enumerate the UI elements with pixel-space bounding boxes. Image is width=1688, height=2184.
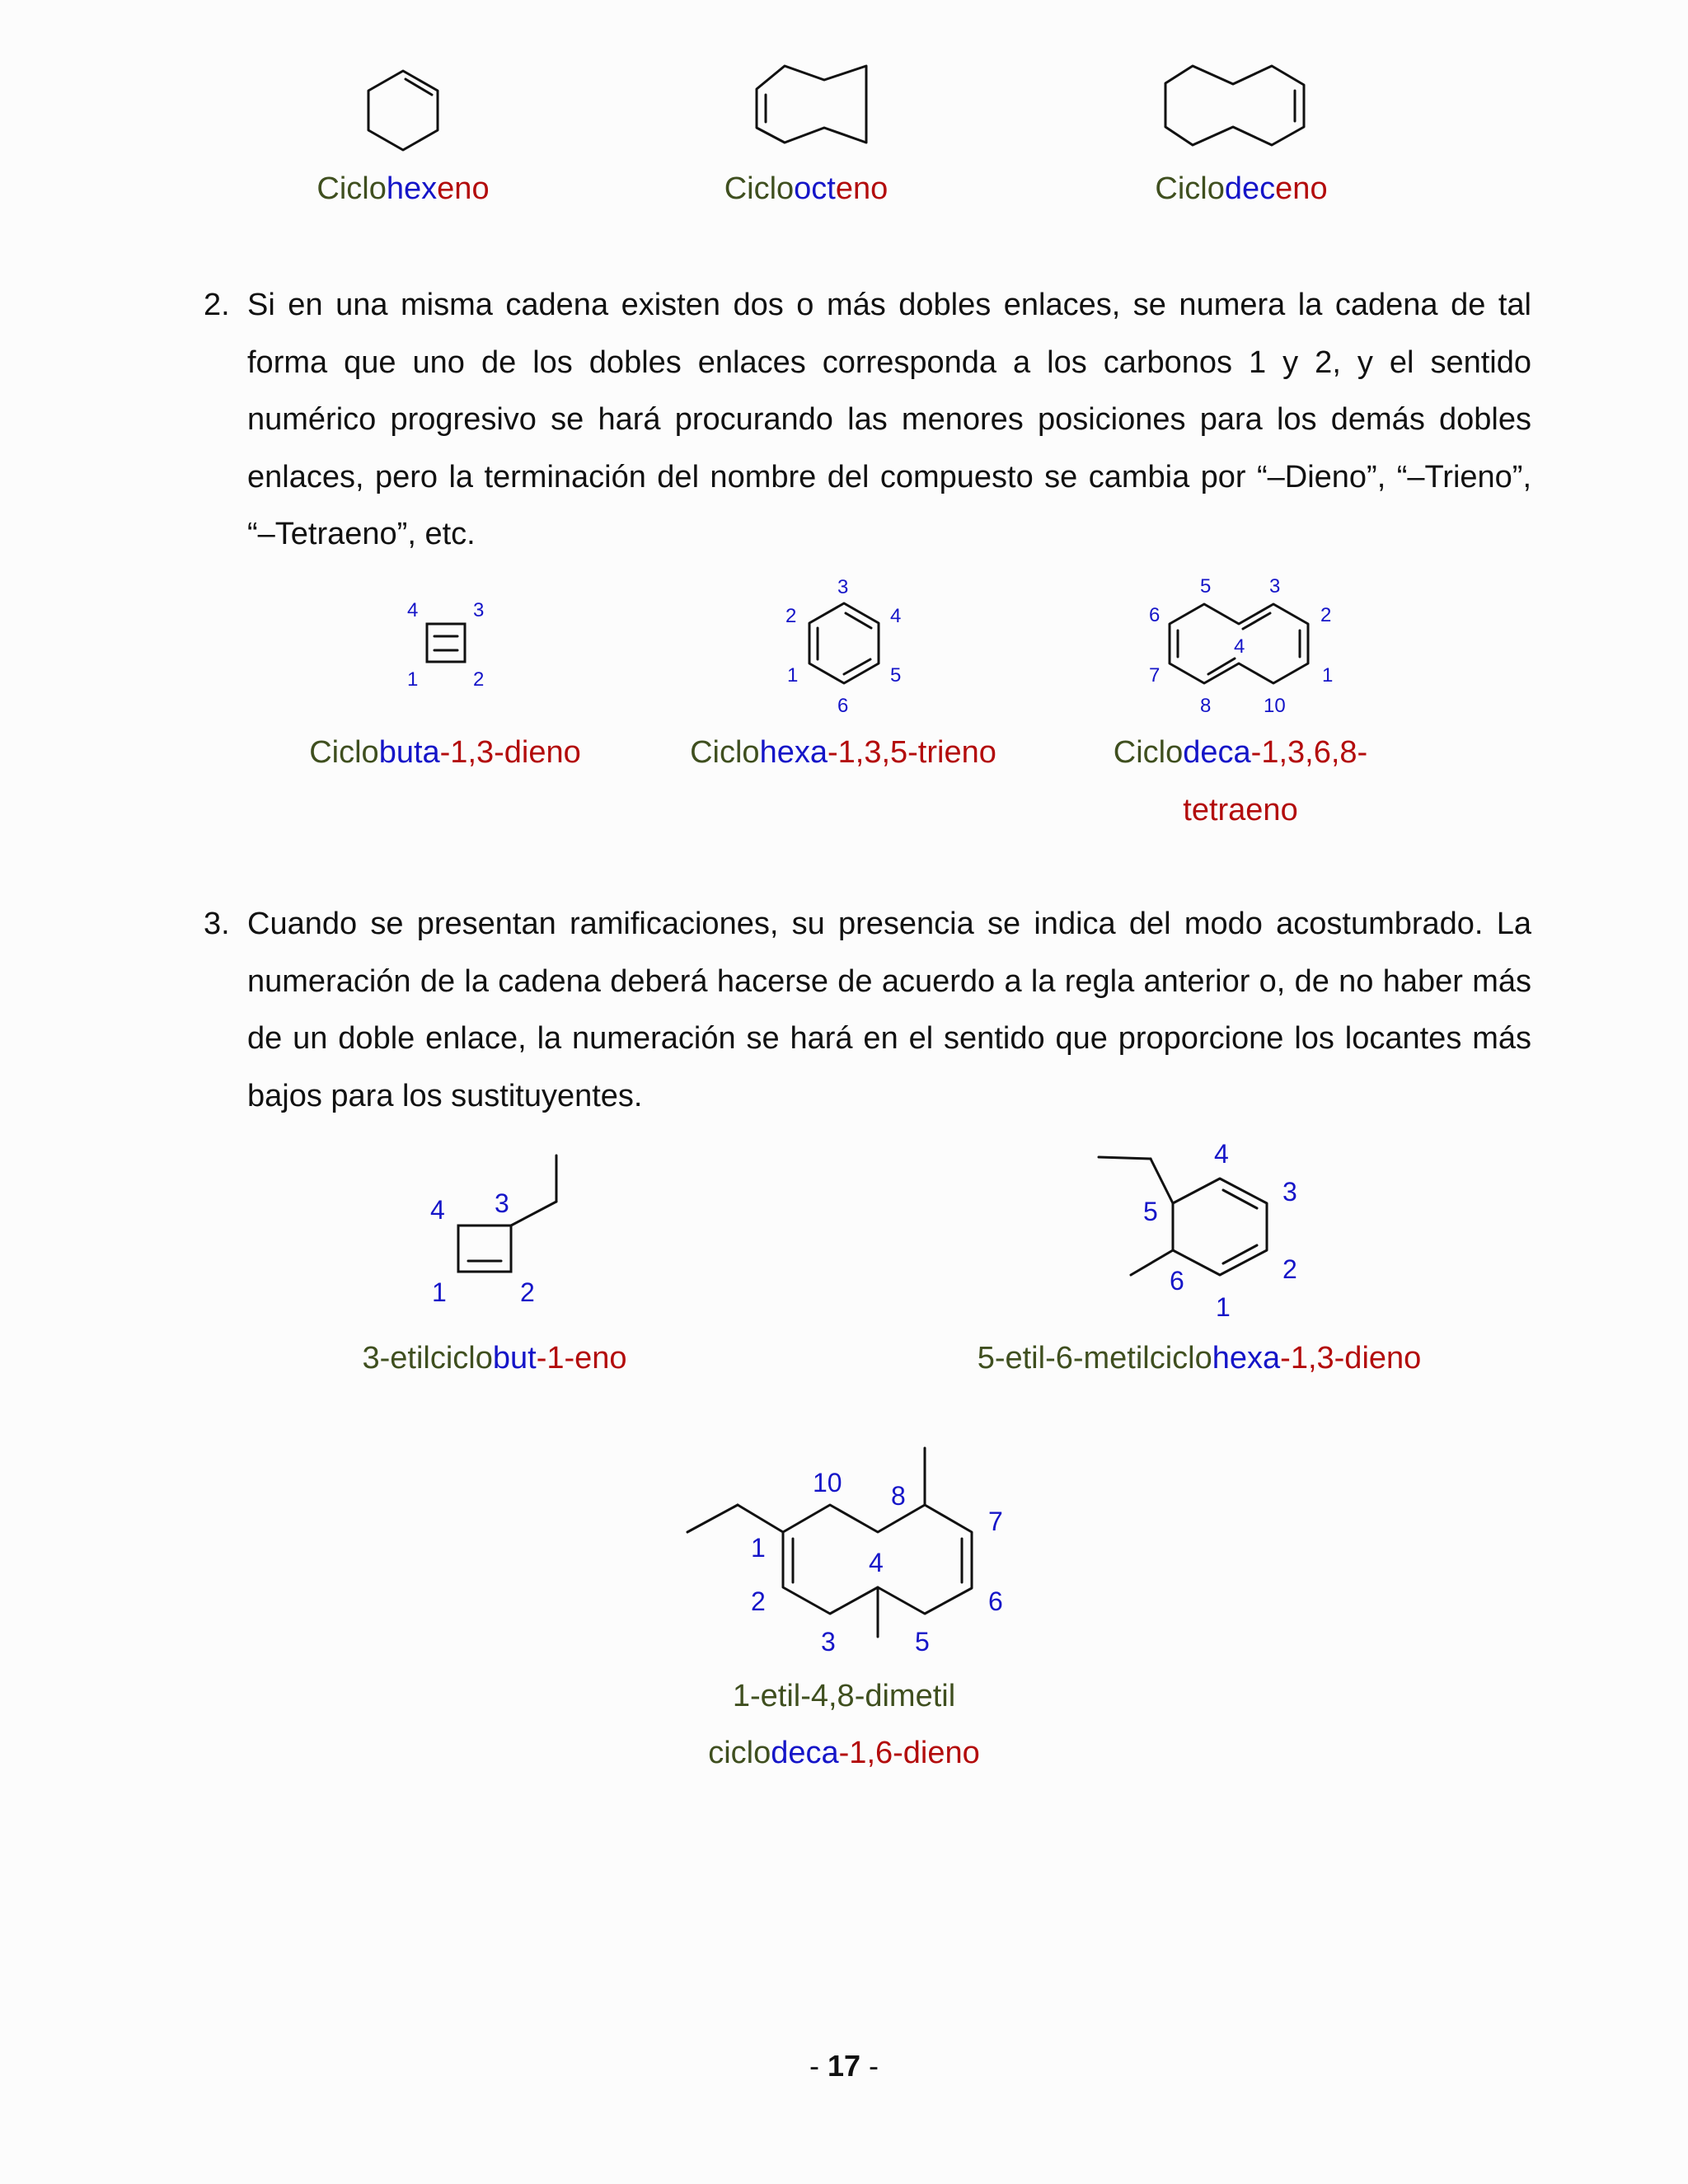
compound-name-ethyldimethyl-line2 [679,1736,1009,1771]
benzene-structure [809,603,879,683]
compound-name-cyclooctene [682,171,930,207]
compound-name-ethylcyclobutene [321,1341,668,1376]
rule-3-text: Cuando se presentan ramificaciones, su presencia se indica del modo acostumbrado. La numeración de la cadena deberá hacerse de acuerdo a la regla anterior o, de no haber más de un doble enlace, la numeración se hará en el sentido que proporcione los locantes más bajos para los sustituyentes. [247,907,1531,1113]
page-number-value: 17 [827,2049,861,2083]
locant-text: 10 [1264,695,1286,717]
cyclooctene-structure [757,66,866,143]
cyclobutadiene-structure [427,624,465,662]
locant-text: 4 [407,599,419,621]
rule-2-number: 2. [204,288,230,322]
name-suffix: -1,6-dieno [838,1736,980,1770]
locant-text: 6 [1149,604,1160,626]
locant-text: 1 [1322,664,1334,687]
rule-2-text: Si en una misma cadena existen dos o más dobles enlaces, se numera la cadena de tal forma que uno de los dobles enlaces corresponda a los carbonos 1 y 2, y el sentido numérico progresivo se hará procurando las menores posiciones para los demás dobles enlaces, pero la terminación del nombre del compuesto se cambia por “–Dieno”, “–Trieno”, “–Tetraeno”, etc. [247,288,1531,551]
locant-text: 2 [520,1277,535,1307]
compound-name-cyclodecene [1118,171,1365,207]
name-suffix: eno [1275,171,1328,206]
name-prefix: Ciclo [690,735,760,770]
compound-name-ethyldimethyl-line1: 1-etil-4,8-dimetil [732,1679,956,1713]
locant-text: 2 [1320,604,1332,626]
name-suffix: -1,3-dieno [1280,1341,1422,1376]
locant-text: 4 [1214,1139,1229,1169]
name-suffix: -1-eno [536,1341,627,1376]
name-prefix: Ciclo [316,171,387,206]
page-number-prefix: - [809,2049,828,2083]
locant-text: 10 [813,1468,842,1497]
locant-text: 2 [785,605,797,627]
compound-name-cyclodecatetraene [1071,735,1409,771]
locant-text: 7 [988,1507,1003,1536]
rule-3-number: 3. [204,907,230,941]
name-suffix: eno [835,171,889,206]
name-prefix: Ciclo [309,735,379,770]
cyclohexene-structure [368,71,438,150]
compound-name-cyclobutadiene [284,735,606,771]
ethylmethylcyclohexadiene-structure [1099,1157,1267,1275]
locant-text: 8 [1200,695,1212,717]
name-root: hexa [1212,1341,1281,1376]
locant-text: 3 [473,599,485,621]
name-prefix: Ciclo [1113,735,1184,770]
compound-name-cyclohexene [279,171,527,207]
locant-text: 6 [988,1586,1003,1616]
name-prefix: 5-etil-6-metilciclo [977,1341,1212,1376]
name-root: dec [1224,171,1276,206]
locant-text: 2 [751,1586,766,1616]
locant-text: 1 [787,664,799,687]
locant-text: 4 [869,1548,884,1577]
locant-text: 3 [837,576,849,598]
name-prefix: Ciclo [1155,171,1225,206]
compound-name-cyclodecatetraene-line2: tetraeno [1183,793,1298,827]
name-root: deca [771,1736,839,1770]
locant-text: 3 [1269,575,1281,598]
locant-text: 1 [1216,1292,1231,1322]
name-root: hex [386,171,438,206]
name-root: buta [378,735,440,770]
name-suffix: -1,3,5-trieno [827,735,996,770]
name-prefix: Ciclo [724,171,795,206]
locant-text: 2 [473,668,485,691]
locant-text: 4 [1234,635,1245,658]
locant-text: 2 [1282,1254,1297,1284]
name-root: oct [794,171,836,206]
name-prefix: ciclo [708,1736,771,1770]
locant-text: 3 [821,1627,836,1657]
locant-text: 4 [890,605,902,627]
locant-text: 3 [495,1188,509,1218]
locant-text: 5 [1200,575,1212,598]
name-root: but [492,1341,537,1376]
locant-text: 5 [915,1627,930,1657]
name-prefix: 3-etilciclo [362,1341,493,1376]
name-root: deca [1183,735,1251,770]
locant-text: 3 [1282,1177,1297,1207]
compound-name-cyclohexatriene [666,735,1020,771]
locant-text: 5 [890,664,902,687]
locant-text: 8 [891,1481,906,1511]
name-suffix: eno [437,171,490,206]
locant-text: 4 [430,1195,445,1225]
compound-name-ethylmethylcyclohexadiene [923,1341,1475,1376]
locant-text: 5 [1143,1197,1158,1226]
locant-text: 7 [1149,664,1160,687]
name-root: hexa [759,735,828,770]
cyclodecene-structure [1165,66,1304,145]
locant-text: 1 [751,1533,766,1563]
locant-text: 6 [1170,1266,1184,1296]
name-suffix: -1,3,6,8- [1250,735,1368,770]
page-number [0,2049,1688,2083]
locant-text: 1 [407,668,419,691]
locant-text: 1 [432,1277,447,1307]
locant-text: 6 [837,695,849,717]
name-suffix: -1,3-dieno [439,735,581,770]
page-number-suffix: - [860,2049,879,2083]
